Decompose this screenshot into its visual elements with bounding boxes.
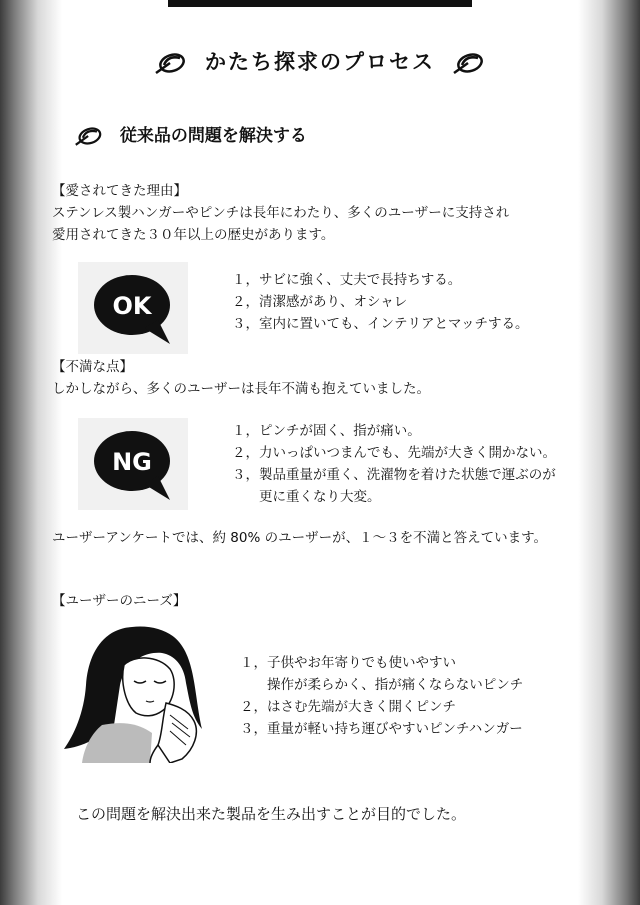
list-item: ３，製品重量が重く、洗濯物を着けた状態で運ぶのが <box>232 467 556 483</box>
list-item: ３，室内に置いても、インテリアとマッチする。 <box>232 316 529 332</box>
needs-heading: 【ユーザーのニーズ】 <box>52 593 187 609</box>
complaints-heading: 【不満な点】 <box>52 359 133 375</box>
section-heading-label: 従来品の問題を解決する <box>119 126 307 146</box>
praying-woman-illustration <box>62 625 214 763</box>
list-item: １，子供やお年寄りでも使いやすい <box>240 655 456 671</box>
speech-bubble-icon <box>92 272 176 348</box>
top-bar <box>168 0 472 7</box>
list-item: １，ピンチが固く、指が痛い。 <box>232 423 421 439</box>
page-title: かたち探求のプロセス <box>205 50 435 74</box>
swirl-icon <box>154 51 188 75</box>
list-item: 更に重くなり大変。 <box>232 489 381 505</box>
list-item: ３，重量が軽い持ち運びやすいピンチハンガー <box>240 721 523 737</box>
loved-block <box>52 180 509 246</box>
loved-line: ステンレス製ハンガーやピンチは長年にわたり、多くのユーザーに支持され <box>52 205 510 221</box>
list-item: ２，清潔感があり、オシャレ <box>232 294 408 310</box>
ng-badge-label: NG <box>112 448 152 476</box>
list-item: ２，力いっぱいつまんでも、先端が大きく開かない。 <box>232 445 556 461</box>
closing-statement: この問題を解決出来た製品を生み出すことが目的でした。 <box>76 805 467 823</box>
speech-bubble-icon <box>92 428 176 504</box>
swirl-icon <box>74 125 104 147</box>
loved-points <box>232 269 528 335</box>
section-heading <box>74 121 307 147</box>
survey-result: ユーザーアンケートでは、約 80% のユーザーが、１～３を不満と答えています。 <box>52 530 548 546</box>
needs-points <box>240 652 523 740</box>
complaints-block <box>52 356 430 400</box>
ok-badge-frame <box>78 262 188 354</box>
ok-badge-label: OK <box>112 292 152 320</box>
loved-heading: 【愛されてきた理由】 <box>52 183 187 199</box>
page-title-row <box>0 46 640 76</box>
list-item: 操作が柔らかく、指が痛くならないピンチ <box>240 677 524 693</box>
ng-badge-frame <box>78 418 188 510</box>
list-item: ２，はさむ先端が大きく開くピンチ <box>240 699 456 715</box>
list-item: １，サビに強く、丈夫で長持ちする。 <box>232 272 462 288</box>
complaints-line: しかしながら、多くのユーザーは長年不満も抱えていました。 <box>52 381 430 397</box>
complaint-points <box>232 420 556 508</box>
loved-line: 愛用されてきた３０年以上の歴史があります。 <box>52 227 335 243</box>
swirl-icon <box>452 51 486 75</box>
